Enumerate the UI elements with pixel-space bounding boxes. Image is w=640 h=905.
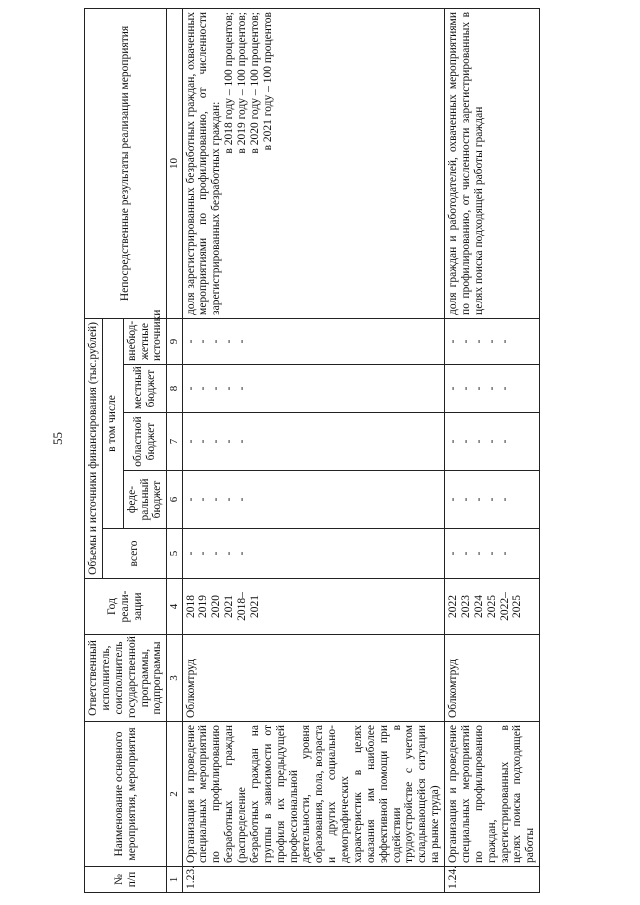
dash: - — [472, 386, 485, 391]
col-number: 8 — [167, 365, 182, 413]
dash: - — [223, 339, 236, 344]
dash: - — [223, 551, 236, 556]
dash: - — [223, 386, 236, 391]
dash: - — [236, 339, 249, 344]
col-number: 3 — [167, 635, 182, 722]
dash: - — [459, 497, 472, 502]
year: 2022–2025 — [498, 592, 524, 621]
dash: - — [472, 439, 485, 444]
result-intro: доля граждан и работодателей, охваченных мероприятиями по профилированию, от численности зарегистрированных в целях поиска подходящей работы граждан — [447, 12, 485, 315]
dash: - — [447, 339, 460, 344]
extra-cell — [182, 318, 445, 364]
dash: - — [223, 497, 236, 502]
dash: - — [210, 386, 223, 391]
result-item: в 2018 году – 100 процентов; — [223, 12, 236, 154]
dash: - — [236, 386, 249, 391]
dash: - — [184, 439, 197, 444]
dash: - — [472, 551, 485, 556]
result-item: в 2020 году – 100 процентов; — [248, 12, 261, 154]
dash: - — [485, 551, 498, 556]
year: 2021 — [223, 595, 236, 618]
dash: - — [459, 339, 472, 344]
dash: - — [498, 551, 511, 556]
dash: - — [210, 497, 223, 502]
dash: - — [197, 551, 210, 556]
years-cell — [182, 579, 445, 635]
col-number: 7 — [167, 413, 182, 471]
col-number: 2 — [167, 722, 182, 867]
dash: - — [498, 439, 511, 444]
total-cell — [182, 529, 445, 579]
dash: - — [210, 551, 223, 556]
dash: - — [447, 497, 460, 502]
dash: - — [184, 551, 197, 556]
col-number: 10 — [167, 9, 182, 319]
header-extra: внебюд-жетные источники — [123, 318, 167, 364]
dash: - — [472, 497, 485, 502]
result-item: в 2019 году – 100 процентов; — [236, 12, 249, 154]
dash: - — [485, 497, 498, 502]
result-intro: доля зарегистрированных безработных граждан, охваченных мероприятиями по профилированию, от численности зарегистрированных безработных граждан: — [184, 12, 223, 315]
dash: - — [184, 386, 197, 391]
dash: - — [184, 339, 197, 344]
header-total: всего — [102, 529, 166, 579]
header-fed: феде-ральный бюджет — [123, 471, 167, 529]
dash: - — [459, 439, 472, 444]
dash: - — [485, 339, 498, 344]
year: 2020 — [210, 595, 223, 618]
fed-cell — [445, 471, 540, 529]
dash: - — [210, 439, 223, 444]
header-local: местный бюджет — [123, 365, 167, 413]
dash: - — [498, 386, 511, 391]
year: 2019 — [197, 595, 210, 618]
event-name: Организация и проведение специальных мероприятий по профилированию граждан, зарегистрированных в целях поиска подходящей работы — [445, 722, 540, 867]
dash: - — [447, 551, 460, 556]
header-result: Непосредственные результаты реализации мероприятия — [85, 9, 167, 319]
year: 2018 — [184, 595, 197, 618]
local-cell — [445, 365, 540, 413]
dash: - — [472, 339, 485, 344]
dash: - — [223, 439, 236, 444]
header-no: № п/п — [85, 867, 167, 893]
fed-cell — [182, 471, 445, 529]
dash: - — [459, 386, 472, 391]
table-row — [182, 9, 445, 893]
dash: - — [485, 439, 498, 444]
dash: - — [197, 339, 210, 344]
extra-cell — [445, 318, 540, 364]
reg-cell — [445, 413, 540, 471]
row-number: 1.23. — [182, 867, 445, 893]
responsible: Облкомтруд — [445, 635, 540, 722]
header-finance: Объемы и источники финансирования (тыс.рублей) — [85, 318, 103, 578]
page-number: 55 — [50, 432, 65, 445]
dash: - — [197, 497, 210, 502]
dash: - — [197, 386, 210, 391]
col-number: 6 — [167, 471, 182, 529]
total-cell — [445, 529, 540, 579]
header-incl: в том числе — [102, 318, 123, 528]
dash: - — [447, 386, 460, 391]
dash: - — [184, 497, 197, 502]
year: 2024 — [472, 595, 485, 618]
col-number: 1 — [167, 867, 182, 893]
dash: - — [210, 339, 223, 344]
years-cell — [445, 579, 540, 635]
col-number: 4 — [167, 579, 182, 635]
year: 2023 — [459, 595, 472, 618]
reg-cell — [182, 413, 445, 471]
dash: - — [459, 551, 472, 556]
rotated-table-wrapper — [84, 8, 600, 893]
header-reg: областной бюджет — [123, 413, 167, 471]
dash: - — [498, 497, 511, 502]
dash: - — [498, 339, 511, 344]
header-name: Наименование основного мероприятия, мероприятия — [85, 722, 167, 867]
result-cell — [182, 9, 445, 319]
result-cell — [445, 9, 540, 319]
year: 2025 — [485, 595, 498, 618]
dash: - — [485, 386, 498, 391]
table-row — [445, 9, 540, 893]
year: 2022 — [447, 595, 460, 618]
responsible: Облкомтруд — [182, 635, 445, 722]
dash: - — [236, 497, 249, 502]
result-item: в 2021 году – 100 процентов — [261, 12, 274, 151]
col-number: 9 — [167, 318, 182, 364]
event-name: Организация и проведение специальных мероприятий по профилированию безработных граждан (распределение безработных граждан на группы в зависимости от профиля их предыдущей профессиональной деятельности, уровня образования, пола, возраста и других социально-демографических характеристик в целях оказания им наиболее эффективной помощи при содействии в трудоустройстве с учетом складывающейся ситуации на рынке труда) — [182, 722, 445, 867]
col-number: 5 — [167, 529, 182, 579]
header-year: Год реали-зации — [85, 579, 167, 635]
dash: - — [197, 439, 210, 444]
row-number: 1.24. — [445, 867, 540, 893]
program-table — [84, 8, 540, 893]
dash: - — [447, 439, 460, 444]
year: 2018–2021 — [236, 592, 261, 621]
dash: - — [236, 551, 249, 556]
header-resp: Ответственный исполнитель, соисполнитель государственной программы, подпрограммы — [85, 635, 167, 722]
dash: - — [236, 439, 249, 444]
local-cell — [182, 365, 445, 413]
